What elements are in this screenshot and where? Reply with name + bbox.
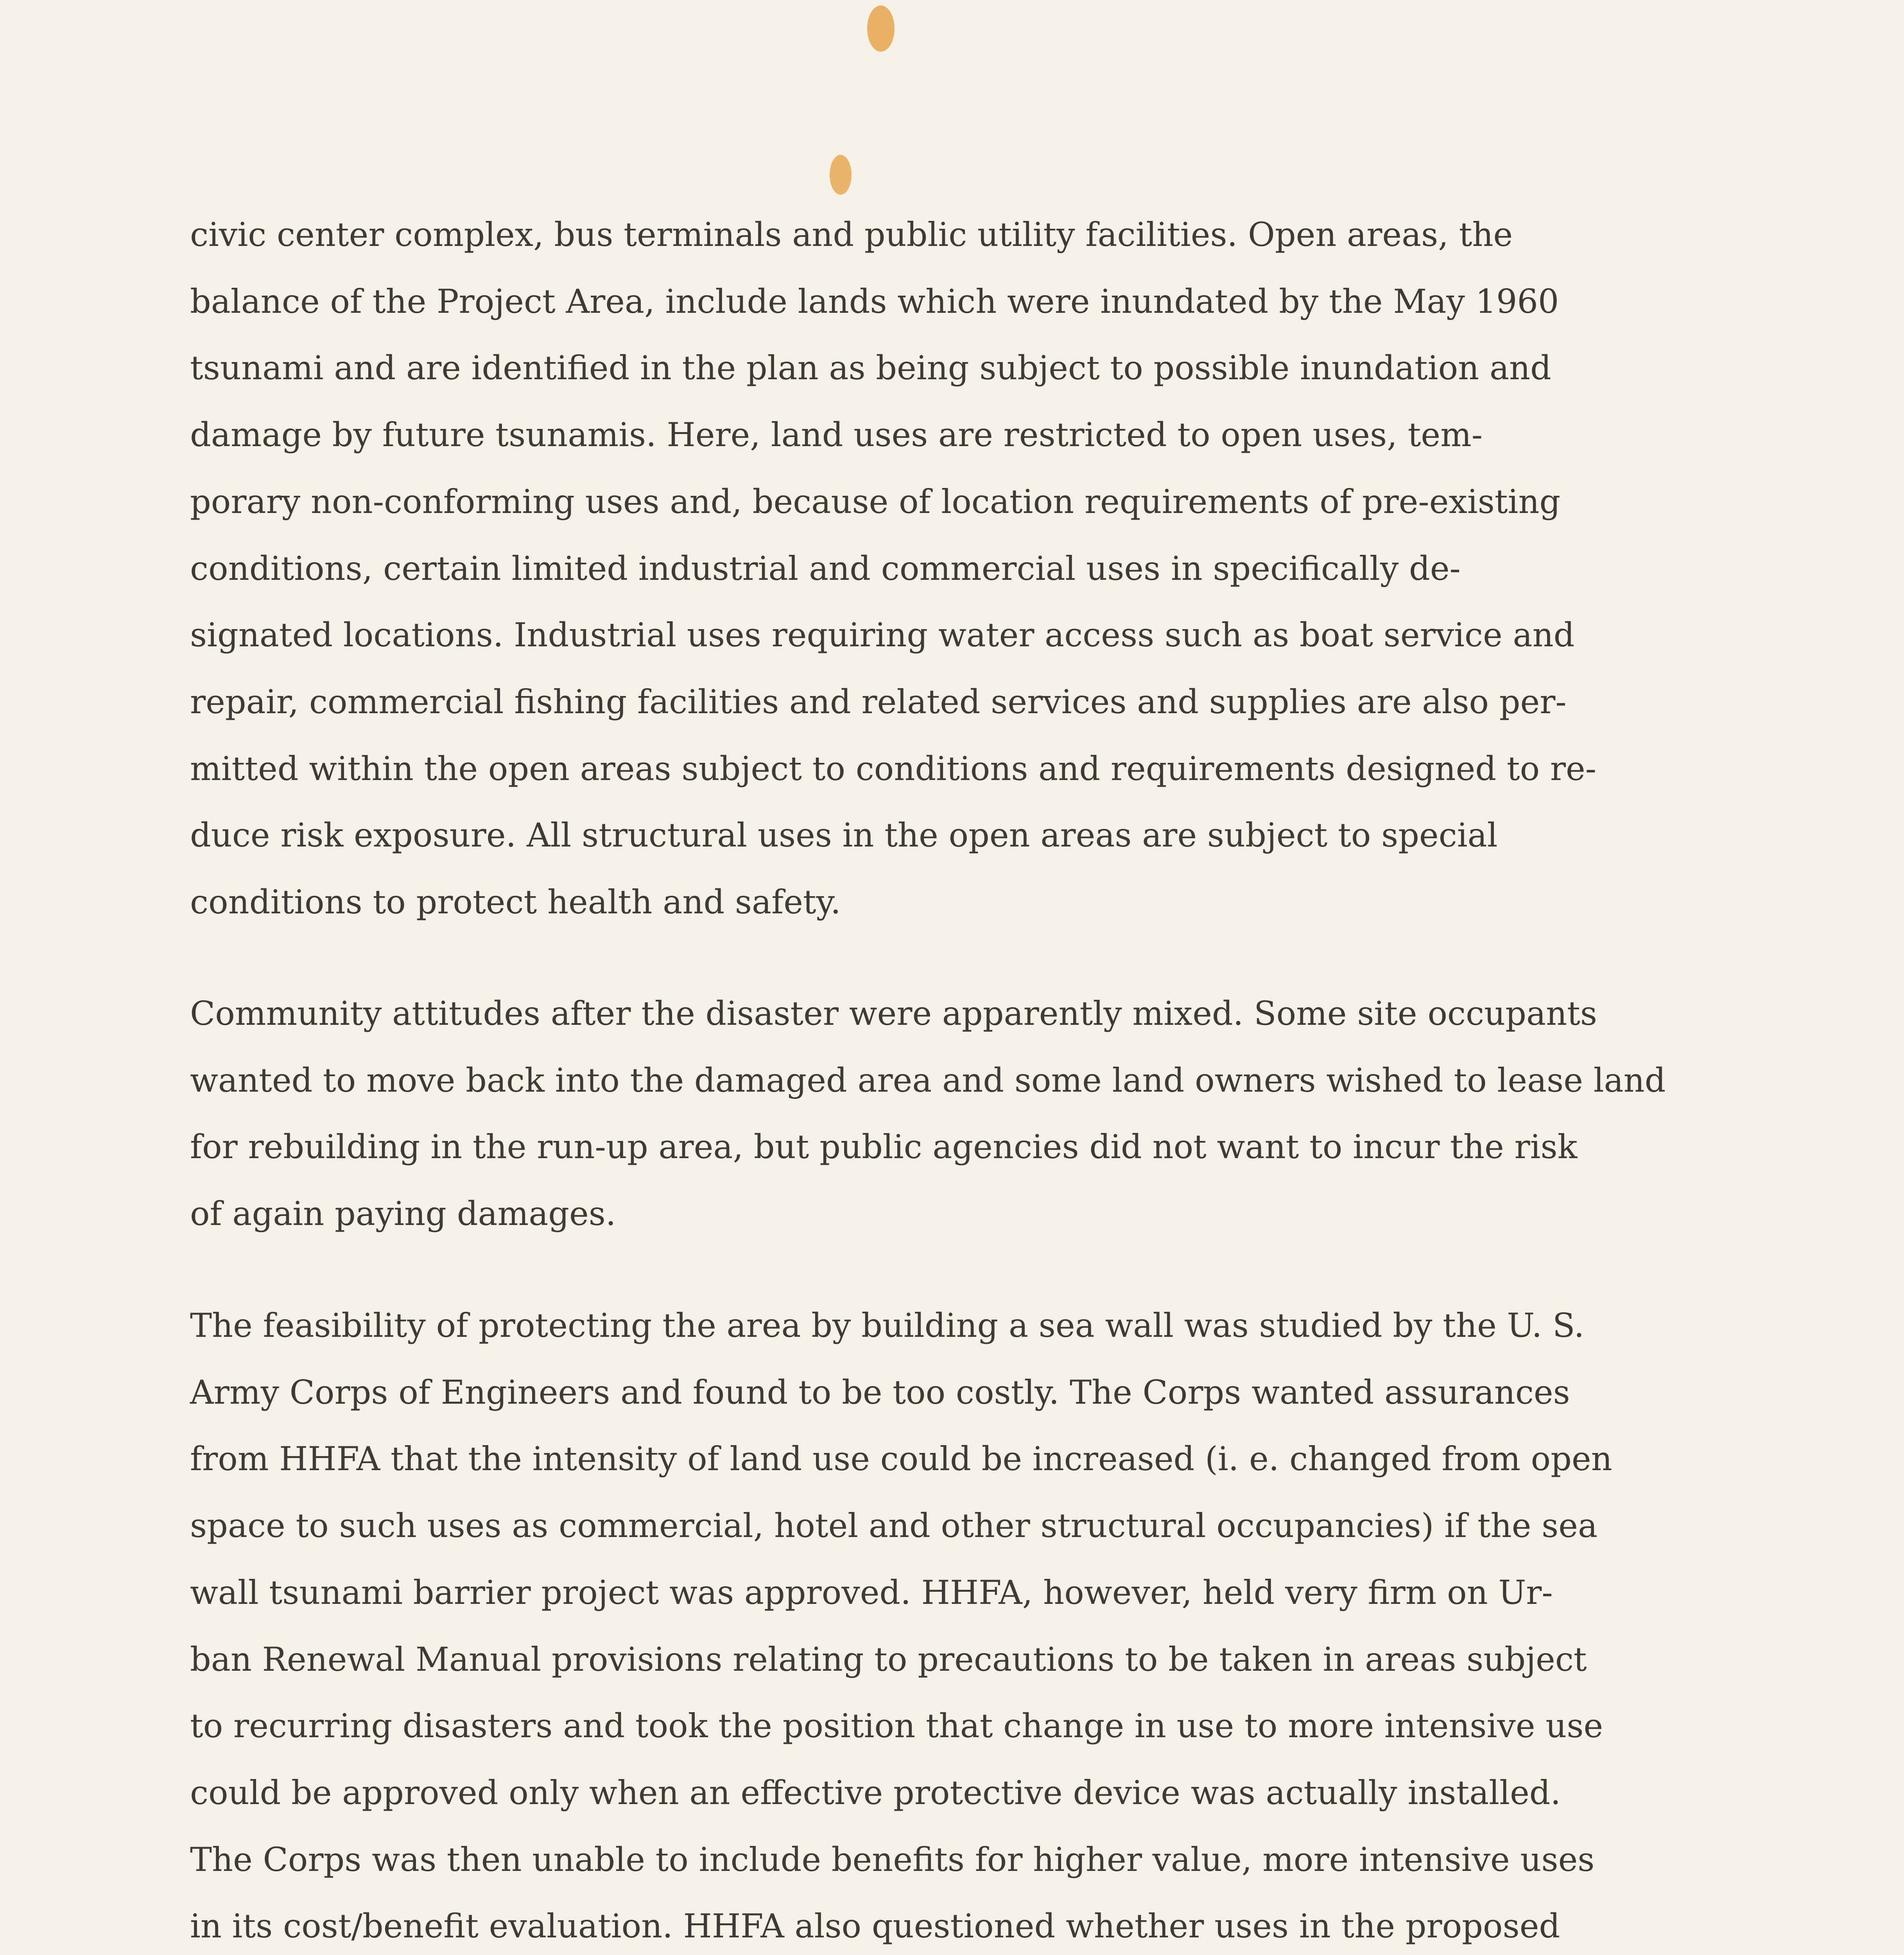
text-line: damage by future tsunamis. Here, land uses are restricted to open uses, tem- <box>190 416 1483 454</box>
text-line: Army Corps of Engineers and found to be too costly. The Corps wanted assurances <box>190 1373 1570 1412</box>
text-line: tsunami and are identified in the plan as being subject to possible inundation and <box>190 349 1551 387</box>
text-line: porary non-conforming uses and, because of location requirements of pre-existing <box>190 482 1561 521</box>
text-line: duce risk exposure. All structural uses in the open areas are subject to special <box>190 816 1498 855</box>
paper-stain-upper <box>830 155 852 195</box>
text-line: to recurring disasters and took the position that change in use to more intensive use <box>190 1707 1603 1745</box>
text-line: space to such uses as commercial, hotel and other structural occupancies) if the sea <box>190 1507 1598 1545</box>
text-line: The feasibility of protecting the area by building a sea wall was studied by the U. S. <box>190 1306 1585 1345</box>
text-line: from HHFA that the intensity of land use could be increased (i. e. changed from open <box>190 1440 1612 1478</box>
text-line: could be approved only when an effective protective device was actually installed. <box>190 1773 1561 1812</box>
text-line: ban Renewal Manual provisions relating to precautions to be taken in areas subject <box>190 1640 1587 1679</box>
text-line: repair, commercial fishing facilities and related services and supplies are also per- <box>190 682 1567 721</box>
text-line: of again paying damages. <box>190 1195 616 1233</box>
text-line: wanted to move back into the damaged area and some land owners wished to lease land <box>190 1061 1666 1099</box>
text-line: Community attitudes after the disaster were apparently mixed. Some site occupants <box>190 994 1597 1033</box>
paper-stain-top <box>867 5 895 52</box>
paragraph-sea-wall-feasibility <box>190 1292 1754 1955</box>
text-line: for rebuilding in the run-up area, but public agencies did not want to incur the risk <box>190 1128 1578 1166</box>
text-line: signated locations. Industrial uses requiring water access such as boat service and <box>190 616 1575 655</box>
text-line: conditions, certain limited industrial and commercial uses in specifically de- <box>190 549 1461 588</box>
text-line: The Corps was then unable to include benefits for higher value, more intensive uses <box>190 1840 1595 1879</box>
text-line: wall tsunami barrier project was approved. HHFA, however, held very firm on Ur- <box>190 1573 1553 1612</box>
text-line: in its cost/benefit evaluation. HHFA also questioned whether uses in the proposed <box>190 1907 1560 1946</box>
text-line: balance of the Project Area, include lands which were inundated by the May 1960 <box>190 282 1559 321</box>
text-line: civic center complex, bus terminals and public utility facilities. Open areas, the <box>190 215 1513 254</box>
text-line: mitted within the open areas subject to conditions and requirements designed to re- <box>190 749 1597 788</box>
text-line: conditions to protect health and safety. <box>190 883 841 922</box>
paragraph-open-areas <box>190 201 1754 936</box>
paragraph-community-attitudes <box>190 980 1754 1247</box>
